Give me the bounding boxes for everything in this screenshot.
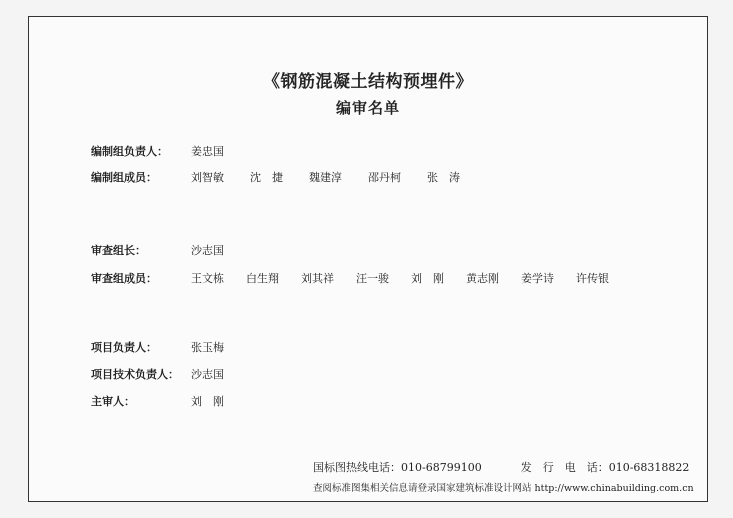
project-lead-row (91, 337, 250, 357)
person-name: 姜忠国 (191, 145, 224, 158)
document-title: 《钢筋混凝土结构预埋件》 (263, 72, 473, 92)
person-name: 白生翔 (246, 272, 279, 285)
person-name: 刘 刚 (191, 395, 224, 408)
footer-phone-line (313, 459, 689, 475)
section-label: 编制组成员： (91, 171, 157, 184)
person-name: 沙志国 (191, 244, 224, 257)
person-name: 沙志国 (191, 368, 224, 381)
person-name: 刘其祥 (301, 272, 334, 285)
person-name: 许传银 (576, 272, 609, 285)
section-label: 审查组成员： (91, 272, 157, 285)
person-name: 刘 刚 (411, 272, 444, 285)
document-page (28, 16, 708, 502)
section-label: 主审人： (91, 395, 135, 408)
section-label: 项目负责人： (91, 341, 157, 354)
project-tech-lead-row (91, 364, 250, 384)
section-label: 编制组负责人： (91, 145, 168, 158)
document-subtitle: 编审名单 (335, 99, 400, 117)
review-members-row (91, 268, 609, 288)
person-name: 姜学诗 (521, 272, 554, 285)
person-name: 沈 捷 (250, 171, 283, 184)
chief-reviewer-row (91, 391, 250, 411)
person-name: 刘智敏 (191, 171, 224, 184)
distribution-phone-text: 发 行 电 话：010-68318822 (520, 461, 690, 474)
website-note: 查阅标准图集相关信息请登录国家建筑标准设计网站 http://www.chinabuilding.com.cn (313, 483, 694, 494)
editing-lead-row (91, 141, 250, 161)
person-name: 邵丹柯 (368, 171, 401, 184)
section-label: 审查组长： (91, 244, 146, 257)
editing-members-row (91, 167, 486, 187)
person-name: 王文栋 (191, 272, 224, 285)
section-label: 项目技术负责人： (91, 368, 179, 381)
person-name: 汪一骏 (356, 272, 389, 285)
person-name: 张玉梅 (191, 341, 224, 354)
review-lead-row (91, 240, 250, 260)
hotline-text: 国标图热线电话：010-68799100 (313, 461, 482, 474)
person-name: 黄志刚 (466, 272, 499, 285)
person-name: 张 涛 (427, 171, 460, 184)
person-name: 魏建淳 (309, 171, 342, 184)
